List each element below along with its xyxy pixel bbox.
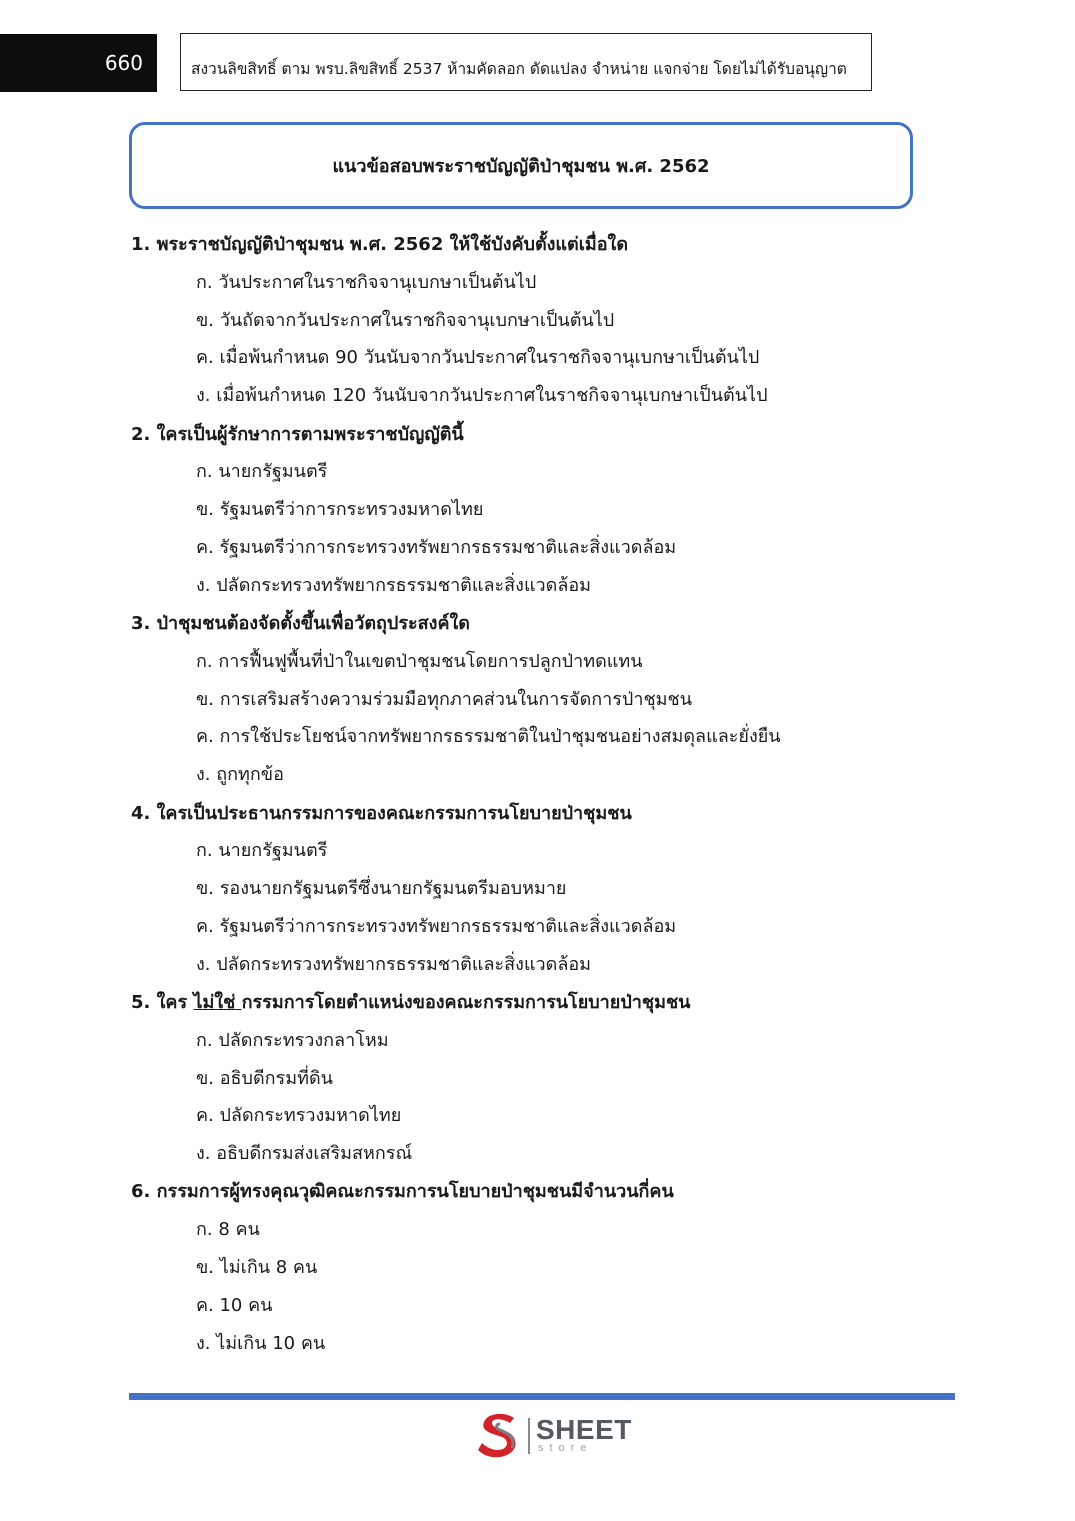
title-box: [129, 122, 913, 209]
page-number: 660: [0, 34, 157, 92]
option: ง. ปลัดกระทรวงทรัพยากรธรรมชาติและสิ่งแวดล้อม: [196, 575, 592, 596]
option: ค. การใช้ประโยชน์จากทรัพยากรธรรมชาติในป่าชุมชนอย่างสมดุลและยั่งยืน: [196, 726, 781, 747]
option: ง. ปลัดกระทรวงทรัพยากรธรรมชาติและสิ่งแวดล้อม: [196, 954, 592, 975]
page-title: แนวข้อสอบพระราชบัญญัติป่าชุมชน พ.ศ. 2562: [332, 156, 710, 177]
option: ข. รองนายกรัฐมนตรีซึ่งนายกรัฐมนตรีมอบหมาย: [196, 878, 567, 899]
copyright-notice: สงวนลิขสิทธิ์ ตาม พรบ.ลิขสิทธิ์ 2537 ห้ามคัดลอก ดัดแปลง จำหน่าย แจกจ่าย โดยไม่ได้รับอนุญาต: [180, 33, 872, 91]
option: ข. รัฐมนตรีว่าการกระทรวงมหาดไทย: [196, 499, 484, 520]
option: ง. ถูกทุกข้อ: [196, 764, 284, 785]
option: ก. การฟื้นฟูพื้นที่ป่าในเขตป่าชุมชนโดยการปลูกป่าทดแทน: [196, 651, 643, 672]
option: ก. 8 คน: [196, 1219, 260, 1240]
question-5: [131, 994, 690, 1012]
option: ค. รัฐมนตรีว่าการกระทรวงทรัพยากรธรรมชาติและสิ่งแวดล้อม: [196, 916, 677, 937]
option: ง. อธิบดีกรมส่งเสริมสหกรณ์: [196, 1143, 413, 1164]
question-text: กรรมการโดยตำแหน่งของคณะกรรมการนโยบายป่าชุมชน: [241, 992, 691, 1013]
option: ข. วันถัดจากวันประกาศในราชกิจจานุเบกษาเป็นต้นไป: [196, 310, 615, 331]
option: ค. ปลัดกระทรวงมหาดไทย: [196, 1105, 402, 1126]
option: ข. การเสริมสร้างความร่วมมือทุกภาคส่วนในการจัดการป่าชุมชน: [196, 689, 693, 710]
option: ค. รัฐมนตรีว่าการกระทรวงทรัพยากรธรรมชาติและสิ่งแวดล้อม: [196, 537, 677, 558]
option: ข. อธิบดีกรมที่ดิน: [196, 1068, 333, 1089]
footer-divider: [129, 1393, 955, 1400]
logo-s-icon: [476, 1410, 522, 1460]
logo-subtext: store: [538, 1442, 593, 1454]
question-text: 5. ใคร: [131, 992, 194, 1013]
option: ก. นายกรัฐมนตรี: [196, 840, 328, 861]
question-4: 4. ใครเป็นประธานกรรมการของคณะกรรมการนโยบายป่าชุมชน: [131, 803, 632, 824]
question-1: 1. พระราชบัญญัติป่าชุมชน พ.ศ. 2562 ให้ใช้บังคับตั้งแต่เมื่อใด: [131, 234, 629, 255]
option: ข. ไม่เกิน 8 คน: [196, 1257, 318, 1278]
option: ก. ปลัดกระทรวงกลาโหม: [196, 1030, 389, 1051]
logo-separator: [528, 1418, 530, 1454]
question-2: 2. ใครเป็นผู้รักษาการตามพระราชบัญญัตินี้: [131, 424, 464, 445]
emphasis-underline: ไม่ใช่: [193, 992, 242, 1013]
option: ค. เมื่อพ้นกำหนด 90 วันนับจากวันประกาศในราชกิจจานุเบกษาเป็นต้นไป: [196, 347, 760, 368]
sheet-store-logo: [476, 1410, 636, 1460]
option: ง. ไม่เกิน 10 คน: [196, 1333, 326, 1354]
option: ง. เมื่อพ้นกำหนด 120 วันนับจากวันประกาศในราชกิจจานุเบกษาเป็นต้นไป: [196, 385, 768, 406]
option: ก. นายกรัฐมนตรี: [196, 461, 328, 482]
option: ก. วันประกาศในราชกิจจานุเบกษาเป็นต้นไป: [196, 272, 537, 293]
question-6: 6. กรรมการผู้ทรงคุณวุฒิคณะกรรมการนโยบายป่าชุมชนมีจำนวนกี่คน: [131, 1181, 674, 1202]
question-3: 3. ป่าชุมชนต้องจัดตั้งขึ้นเพื่อวัตถุประสงค์ใด: [131, 613, 470, 634]
option: ค. 10 คน: [196, 1295, 273, 1316]
logo-wordmark: SHEET: [536, 1414, 632, 1445]
